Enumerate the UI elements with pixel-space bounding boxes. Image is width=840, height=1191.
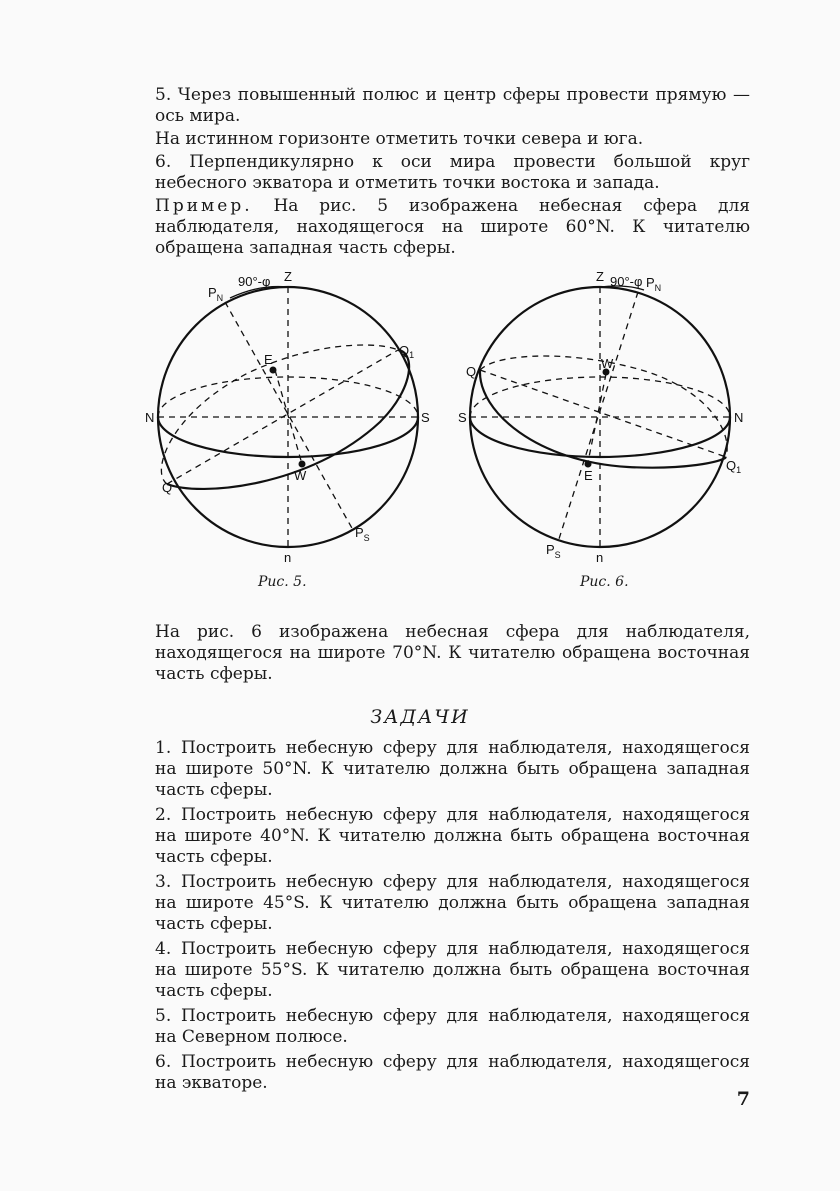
figure-6 (458, 262, 758, 590)
example-paragraph (155, 196, 750, 259)
label-arc: 90°-φ (238, 274, 271, 289)
label-south: S (421, 410, 430, 425)
label-q1: $Q_1$ (399, 343, 415, 360)
label-ps: $P_S$ (355, 525, 370, 543)
equator-diameter (480, 370, 726, 457)
label-west: W (601, 356, 614, 371)
equator-back (161, 345, 398, 484)
label-zenith: Z (284, 269, 292, 284)
task-item: 5. Построить небесную сферу для наблюдателя, находящегося на Северном полюсе. (155, 1006, 750, 1047)
task-item: 3. Построить небесную сферу для наблюдателя, находящегося на широте 45°S. К читателю должна быть обращена западная часть сферы. (155, 872, 750, 934)
label-north: N (734, 410, 744, 425)
example-word: Пример. (155, 196, 253, 216)
label-east: E (264, 352, 273, 367)
task-item: 6. Построить небесную сферу для наблюдателя, находящегося на экваторе. (155, 1052, 750, 1093)
figure-5 (140, 262, 440, 590)
label-nadir: n (596, 550, 604, 565)
label-q: Q (162, 480, 173, 495)
figure-6-caption: Рис. 6. (580, 574, 629, 590)
figures (140, 262, 760, 602)
east-west-line (588, 374, 606, 462)
label-pn: $P_N$ (208, 285, 224, 303)
label-east: E (584, 468, 593, 483)
sphere-diagram-5 (140, 262, 440, 582)
label-ps: $P_S$ (546, 542, 561, 560)
label-north: N (145, 410, 155, 425)
tasks-title: ЗАДАЧИ (370, 706, 470, 728)
task-item: 4. Построить небесную сферу для наблюдателя, находящегося на широте 55°S. К читателю должна быть обращена восточная часть сферы. (155, 939, 750, 1001)
figure-6-description: На рис. 6 изображена небесная сфера для наблюдателя, находящегося на широте 70°N. К читателю обращена восточная часть сферы. (155, 622, 750, 684)
label-q1: $Q_1$ (726, 458, 742, 475)
intro-paragraph-6: 6. Перпендикулярно к оси мира провести большой круг небесного экватора и отметить точки востока и запада. (155, 152, 750, 193)
label-nadir: n (284, 550, 292, 565)
west-point (299, 461, 306, 468)
example-text: На рис. 5 изображена небесная сфера для наблюдателя, находящегося на широте 60°N. К читателю обращена западная часть сферы. (155, 196, 750, 258)
tasks-list (155, 738, 750, 1098)
intro-paragraph-5: 5. Через повышенный полюс и центр сферы провести прямую — ось мира. (155, 85, 750, 126)
task-item: 2. Построить небесную сферу для наблюдателя, находящегося на широте 40°N. К читателю должна быть обращена восточная часть сферы. (155, 805, 750, 867)
task-item: 1. Построить небесную сферу для наблюдателя, находящегося на широте 50°N. К читателю должна быть обращена западная часть сферы. (155, 738, 750, 800)
after-figures-text (155, 622, 750, 685)
sphere-diagram-6 (458, 262, 758, 582)
intro-text (155, 85, 750, 261)
label-q: Q (466, 364, 477, 379)
label-south: S (458, 410, 467, 425)
label-west: W (294, 468, 307, 483)
east-point (585, 461, 592, 468)
label-zenith: Z (596, 269, 604, 284)
figure-5-caption: Рис. 5. (258, 574, 307, 590)
equator-front (480, 370, 726, 468)
label-pn: $P_N$ (646, 275, 662, 293)
label-arc: 90°-φ (610, 274, 643, 289)
east-point (270, 367, 277, 374)
world-axis (225, 302, 353, 530)
page-number: 7 (736, 1088, 750, 1110)
equator-diameter (167, 350, 398, 484)
intro-paragraph-horizon: На истинном горизонте отметить точки севера и юга. (155, 129, 644, 149)
